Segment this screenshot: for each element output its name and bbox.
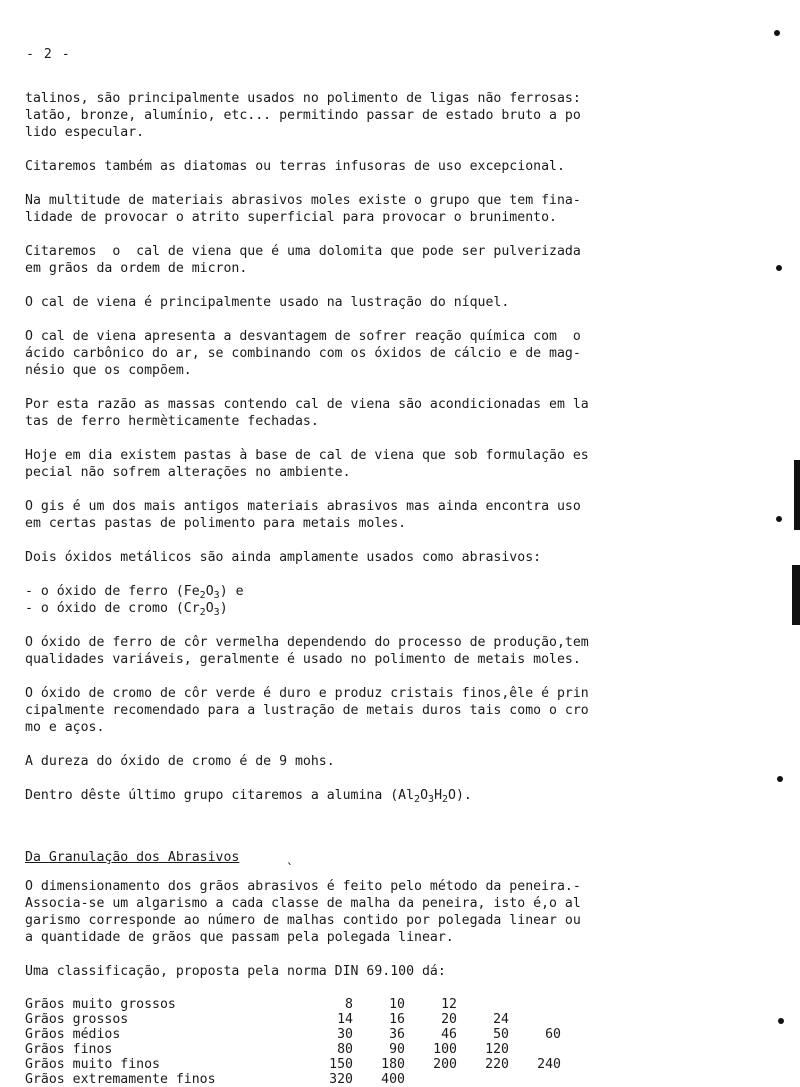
formula-text: O bbox=[205, 584, 214, 599]
formula-subscript: 2 bbox=[442, 794, 449, 805]
grain-size-value: 120 bbox=[485, 1042, 509, 1057]
paragraph-iron-oxide: O óxido de ferro de côr vermelha dependendo do processo de produção,tem qualidades variáveis, geralmente é usado no polimento de metais moles. bbox=[25, 635, 589, 667]
paragraph-chromium-oxide: O óxido de cromo de côr verde é duro e produz cristais finos,êle é prin cipalmente recomendado para a lustração de metais duros tais como o cro mo e aços. bbox=[25, 686, 589, 735]
grain-size-value bbox=[509, 1042, 561, 1057]
formula-text: O). bbox=[448, 788, 472, 803]
paragraph-soft-abrasives: Na multitude de materiais abrasivos moles existe o grupo que tem fina- lidade de provocar o atrito superficial para provocar o brunimento. bbox=[25, 193, 581, 225]
formula-subscript: 3 bbox=[428, 794, 435, 805]
oxide-list-item-iron bbox=[25, 583, 715, 600]
grain-size-value: 150 bbox=[329, 1057, 353, 1072]
paragraph-metal-oxides: Dois óxidos metálicos são ainda amplamente usados como abrasivos: bbox=[25, 550, 542, 565]
scan-edge-shadow bbox=[794, 460, 800, 530]
paragraph-gis: O gis é um dos mais antigos materiais abrasivos mas ainda encontra uso em certas pastas de polimento para metais moles. bbox=[25, 499, 581, 531]
grain-size-value: 180 bbox=[381, 1057, 405, 1072]
grain-size-value bbox=[405, 1072, 457, 1087]
grain-size-value bbox=[509, 1012, 561, 1027]
paragraph-sieve-method: O dimensionamento dos grãos abrasivos é feito pelo método da peneira.- Associa-se um algarismo a cada classe de malha da peneira, isto é,o al garismo corresponde ao número de malhas contido por polegada linear ou a quantidade de grãos que passam pela polegada linear. bbox=[25, 879, 581, 945]
grain-size-value: 60 bbox=[545, 1027, 561, 1042]
page-number: - 2 - bbox=[26, 47, 71, 62]
grain-class-label: Grãos extremamente finos bbox=[25, 1072, 216, 1087]
grain-size-value: 46 bbox=[441, 1027, 457, 1042]
grain-size-value: 20 bbox=[441, 1012, 457, 1027]
table-row bbox=[25, 1027, 561, 1042]
grain-size-value bbox=[509, 1072, 561, 1087]
paragraph-alumina bbox=[25, 787, 715, 804]
document-body bbox=[25, 90, 715, 1087]
grain-size-value: 90 bbox=[389, 1042, 405, 1057]
formula-subscript: 2 bbox=[199, 590, 206, 601]
grain-size-value: 240 bbox=[537, 1057, 561, 1072]
grain-size-value: 14 bbox=[337, 1012, 353, 1027]
grain-size-value: 30 bbox=[337, 1027, 353, 1042]
scan-speck bbox=[778, 1018, 784, 1024]
section-heading-text: Da Granulação dos Abrasivos bbox=[25, 850, 240, 865]
grain-class-label: Grãos finos bbox=[25, 1042, 113, 1057]
table-row bbox=[25, 1042, 561, 1057]
grain-size-table bbox=[25, 997, 561, 1087]
grain-size-value: 12 bbox=[441, 997, 457, 1012]
paragraph-din-classification: Uma classificação, proposta pela norma DIN 69.100 dá: bbox=[25, 964, 446, 979]
grain-size-value: 36 bbox=[389, 1027, 405, 1042]
formula-text: - o óxido de ferro (Fe bbox=[25, 584, 200, 599]
table-row bbox=[25, 1072, 561, 1087]
grain-size-value: 8 bbox=[345, 997, 353, 1012]
grain-size-value: 24 bbox=[493, 1012, 509, 1027]
grain-size-value: 400 bbox=[381, 1072, 405, 1087]
table-row bbox=[25, 1012, 561, 1027]
paragraph-chromium-hardness: A dureza do óxido de cromo é de 9 mohs. bbox=[25, 754, 335, 769]
grain-size-value bbox=[457, 997, 509, 1012]
grain-size-value: 16 bbox=[389, 1012, 405, 1027]
oxide-list bbox=[25, 583, 715, 617]
grain-size-value bbox=[457, 1072, 509, 1087]
grain-size-value: 220 bbox=[485, 1057, 509, 1072]
paragraph-polishing-alloys: talinos, são principalmente usados no polimento de ligas não ferrosas: latão, bronze, alumínio, etc... permitindo passar de estado bruto a po lido especular. bbox=[25, 91, 581, 140]
paragraph-diatoms: Citaremos também as diatomas ou terras infusoras de uso excepcional. bbox=[25, 159, 565, 174]
formula-subscript: 3 bbox=[213, 607, 220, 618]
paragraph-cal-de-viena-nickel: O cal de viena é principalmente usado na lustração do níquel. bbox=[25, 295, 510, 310]
formula-text: H bbox=[434, 788, 443, 803]
grain-size-value: 200 bbox=[433, 1057, 457, 1072]
table-row bbox=[25, 997, 561, 1012]
grain-size-value: 100 bbox=[433, 1042, 457, 1057]
formula-subscript: 2 bbox=[199, 607, 206, 618]
paragraph-cal-de-viena-dolomite: Citaremos o cal de viena que é uma dolomita que pode ser pulverizada em grãos da ordem de micron. bbox=[25, 244, 581, 276]
section-heading bbox=[25, 849, 715, 866]
grain-size-value bbox=[509, 997, 561, 1012]
grain-size-value: 10 bbox=[389, 997, 405, 1012]
grain-size-value: 50 bbox=[493, 1027, 509, 1042]
formula-text: - o óxido de cromo (Cr bbox=[25, 601, 200, 616]
paragraph-cal-de-viena-pastes: Hoje em dia existem pastas à base de cal de viena que sob formulação es pecial não sofrem alterações no ambiente. bbox=[25, 448, 589, 480]
formula-text: Dentro dêste último grupo citaremos a alumina (Al bbox=[25, 788, 415, 803]
grain-size-value: 320 bbox=[329, 1072, 353, 1087]
scan-speck bbox=[777, 776, 783, 782]
formula-subscript: 2 bbox=[414, 794, 421, 805]
table-row bbox=[25, 1057, 561, 1072]
scan-edge-shadow bbox=[792, 565, 800, 625]
paragraph-cal-de-viena-storage: Por esta razão as massas contendo cal de viena são acondicionadas em la tas de ferro hermèticamente fechadas. bbox=[25, 397, 589, 429]
oxide-list-item-chromium bbox=[25, 600, 715, 617]
paragraph-cal-de-viena-disadvantage: O cal de viena apresenta a desvantagem de sofrer reação química com o ácido carbônico do ar, se combinando com os óxidos de cálcio e de mag- nésio que os compõem. bbox=[25, 329, 581, 378]
grain-class-label: Grãos muito grossos bbox=[25, 997, 176, 1012]
formula-text: O bbox=[205, 601, 214, 616]
scan-speck bbox=[776, 516, 782, 522]
scan-speck bbox=[776, 265, 782, 271]
grain-class-label: Grãos médios bbox=[25, 1027, 121, 1042]
grain-size-value: 80 bbox=[337, 1042, 353, 1057]
formula-text: O bbox=[420, 788, 429, 803]
grain-class-label: Grãos muito finos bbox=[25, 1057, 160, 1072]
formula-subscript: 3 bbox=[213, 590, 220, 601]
formula-text: ) e bbox=[219, 584, 244, 599]
grain-class-label: Grãos grossos bbox=[25, 1012, 129, 1027]
formula-text: ) bbox=[219, 601, 228, 616]
scan-speck bbox=[774, 30, 780, 36]
stray-mark: ˎ bbox=[285, 850, 294, 865]
